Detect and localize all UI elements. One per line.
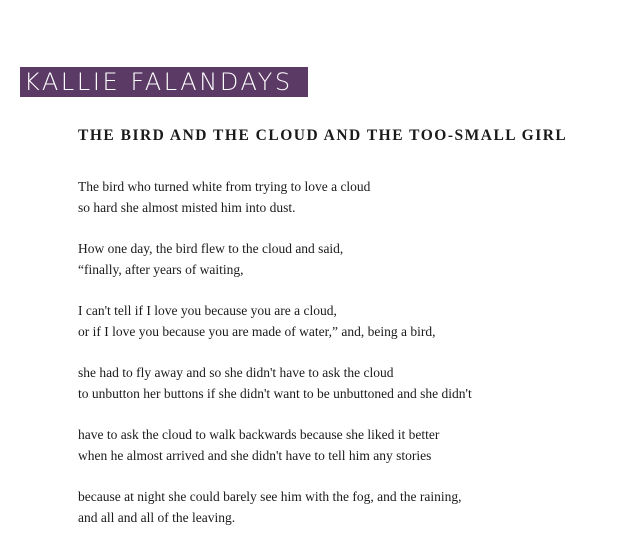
poem-line: “finally, after years of waiting, [78,262,244,277]
stanza [78,176,618,218]
stanza [78,300,618,342]
poem-line: The bird who turned white from trying to love a cloud [78,179,371,194]
poem-line: or if I love you because you are made of water,” and, being a bird, [78,324,436,339]
poem-line: How one day, the bird flew to the cloud and said, [78,241,344,256]
author-name: KALLIE FALANDAYS [24,68,293,96]
poem-line: have to ask the cloud to walk backwards because she liked it better [78,427,440,442]
poem-line: she had to fly away and so she didn't have to ask the cloud [78,365,394,380]
stanza [78,424,618,466]
stanza [78,486,618,528]
stanza [78,238,618,280]
author-banner [20,67,308,97]
poem-title: THE BIRD AND THE CLOUD AND THE TOO-SMALL GIRL [78,127,568,144]
poem-line: because at night she could barely see him with the fog, and the raining, [78,489,462,504]
poem-line: and all and all of the leaving. [78,510,236,525]
poem-line: to unbutton her buttons if she didn't want to be unbuttoned and she didn't [78,386,472,401]
poem-line: so hard she almost misted him into dust. [78,200,296,215]
stanza [78,362,618,404]
poem-body [78,176,618,547]
poem-line: when he almost arrived and she didn't have to tell him any stories [78,448,432,463]
poem-line: I can't tell if I love you because you are a cloud, [78,303,337,318]
